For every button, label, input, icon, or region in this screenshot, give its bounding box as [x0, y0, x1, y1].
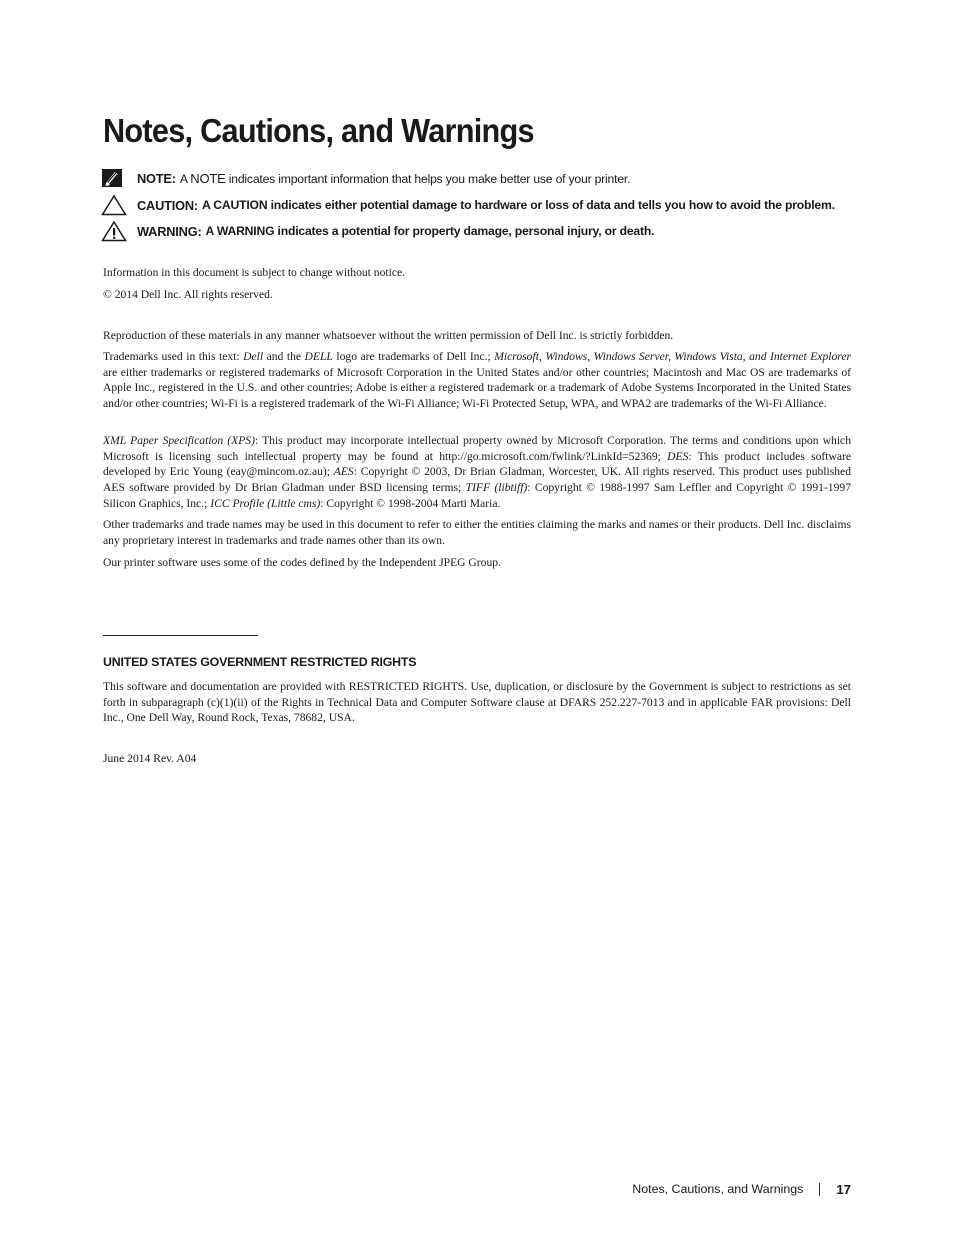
restricted-rights-paragraph: This software and documentation are provided with RESTRICTED RIGHTS. Use, duplication, or disclosure by the Government is subject to restrictions as set forth in subparagraph (c)(1)(ii) of the Rights in Technical Data and Computer Software clause at DFARS 252.227-7013 and in applicable FAR provisions: Dell Inc., One Dell Way, Round Rock, Texas, 78682, USA. — [103, 680, 851, 725]
warning-exclamation-icon — [101, 220, 137, 242]
footer-separator — [819, 1183, 820, 1196]
trademarks-paragraph: Trademarks used in this text: Dell and the DELL logo are trademarks of Dell Inc.; Microsoft, Windows, Windows Server, Windows Vista, and Internet Explorer are either trademarks or registered trademarks of Microsoft Corporation in the United States and/or other countries; Macintosh and Mac OS are trademarks of Apple Inc., registered in the U.S. and other countries; Adobe is either a registered trademark or a trademark of Adobe Systems Incorporated in the United States and/or other countries; Wi-Fi is a registered trademark of the Wi-Fi Alliance; Wi-Fi Protected Setup, WPA, and WPA2 are trademarks of the Wi-Fi Alliance. — [103, 350, 852, 411]
note-pencil-icon — [101, 167, 137, 189]
caution-label: CAUTION: — [137, 197, 198, 213]
note-text: A NOTE indicates important information that helps you make better use of your printer. — [179, 170, 631, 186]
copyright-line: © 2014 Dell Inc. All rights reserved. — [103, 288, 273, 301]
note-label: NOTE: — [137, 170, 176, 186]
warning-notice — [101, 220, 861, 242]
warning-label: WARNING: — [137, 223, 202, 239]
page-number: 17 — [836, 1181, 851, 1197]
page-title: Notes, Cautions, and Warnings — [103, 112, 534, 149]
other-trademarks-paragraph: Other trademarks and trade names may be used in this document to refer to either the entities claiming the marks and names or their products. Dell Inc. disclaims any proprietary interest in trademarks and trade names other than its own. — [103, 518, 851, 547]
section-divider — [103, 635, 258, 636]
revision-line: June 2014 Rev. A04 — [103, 752, 197, 765]
note-notice — [101, 167, 861, 189]
page-footer — [632, 1180, 851, 1198]
caution-text: A CAUTION indicates either potential damage to hardware or loss of data and tells you how to avoid the problem. — [201, 198, 835, 212]
caution-triangle-icon — [101, 194, 137, 216]
footer-section-title: Notes, Cautions, and Warnings — [632, 1182, 804, 1196]
caution-notice — [101, 194, 861, 216]
note-keyword: NOTE — [190, 170, 226, 186]
restricted-rights-heading: UNITED STATES GOVERNMENT RESTRICTED RIGHTS — [103, 655, 417, 669]
change-notice: Information in this document is subject to change without notice. — [103, 266, 406, 279]
reproduction-notice: Reproduction of these materials in any manner whatsoever without the written permission of Dell Inc. is strictly forbidden. — [103, 329, 674, 342]
jpeg-notice: Our printer software uses some of the codes defined by the Independent JPEG Group. — [103, 556, 501, 569]
licenses-paragraph: XML Paper Specification (XPS): This product may incorporate intellectual property owned by Microsoft Corporation. The terms and conditions upon which Microsoft is licensing such intellectual property may be found at http://go.microsoft.com/fwlink/?LinkId=52369; DES: This product includes software developed by Eric Young (eay@mincom.oz.au); AES: Copyright © 2003, Dr Brian Gladman, Worcester, UK. All rights reserved. This product uses published AES software provided by Dr Brian Gladman under BSD licensing terms; TIFF (libtiff): Copyright © 1988-1997 Sam Leffler and Copyright © 1991-1997 Silicon Graphics, Inc.; ICC Profile (Little cms): Copyright © 1998-2004 Marti Maria. — [103, 434, 852, 510]
warning-text: A WARNING indicates a potential for property damage, personal injury, or death. — [205, 224, 655, 238]
